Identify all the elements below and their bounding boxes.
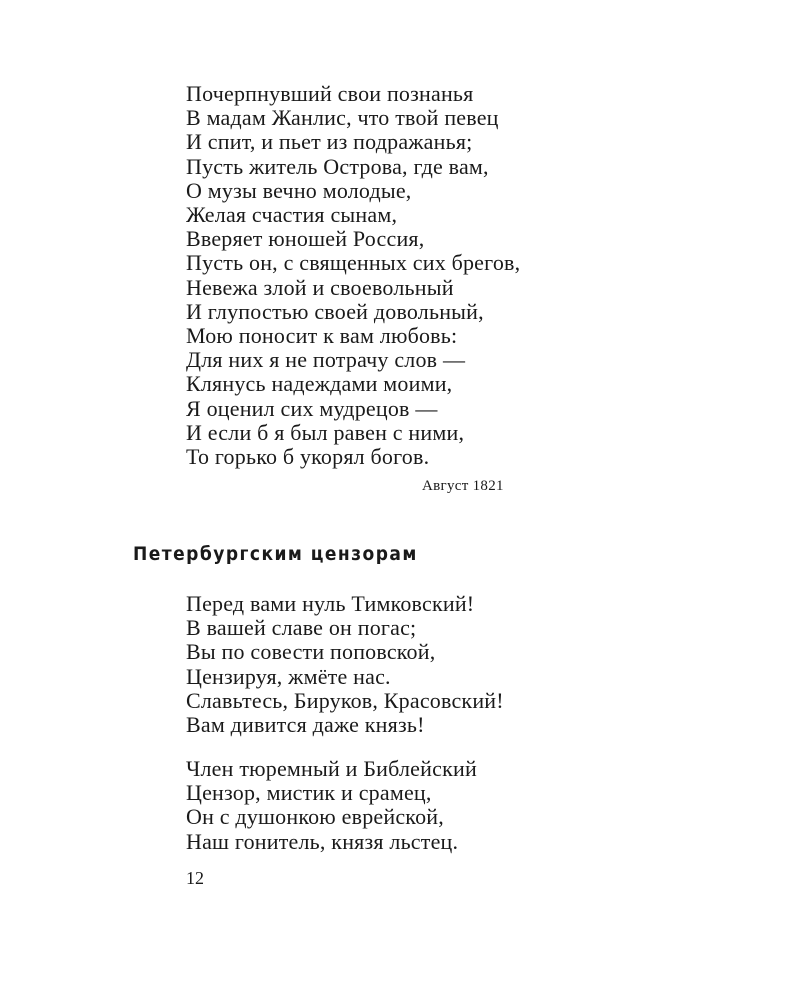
verse-line: Пусть житель Острова, где вам, (186, 153, 489, 179)
poem-date: Август 1821 (422, 478, 504, 494)
verse-line: Цензор, мистик и срамец, (186, 780, 432, 806)
verse-line: Почерпнувший свои познанья (186, 81, 474, 106)
verse-line: Вы по совести поповской, (186, 639, 436, 665)
page-number: 12 (186, 868, 204, 888)
verse-line: Он с душонкою еврейской, (186, 804, 444, 830)
verse-line: Вам дивится даже князь! (186, 712, 425, 738)
verse-line: Мою поносит к вам любовь: (186, 323, 458, 349)
verse-line: Клянусь надеждами моими, (186, 371, 453, 397)
verse-line: И если б я был равен с ними, (186, 419, 465, 445)
poem-verse-block (186, 82, 520, 469)
verse-line: Славьтесь, Бируков, Красовский! (186, 687, 504, 713)
verse-line: Пусть он, с священных сих брегов, (186, 250, 521, 276)
poem-stanza (186, 757, 477, 854)
verse-line: Наш гонитель, князя льстец. (186, 828, 459, 854)
verse-line: И спит, и пьет из подражанья; (186, 129, 473, 155)
verse-line: Я оценил сих мудрецов — (186, 395, 438, 421)
verse-line: Перед вами нуль Тимковский! (186, 591, 475, 616)
poem-title: Петербургским цензорам (133, 543, 418, 565)
verse-line: Невежа злой и своевольный (186, 274, 454, 300)
verse-line: В вашей славе он погас; (186, 615, 417, 641)
verse-line: В мадам Жанлис, что твой певец (186, 105, 499, 131)
verse-line: То горько б укорял богов. (186, 444, 430, 470)
verse-line: Член тюремный и Библейский (186, 756, 477, 781)
verse-line: Для них я не потрачу слов — (186, 347, 466, 373)
verse-line: О музы вечно молодые, (186, 177, 412, 203)
verse-line: Цензируя, жмёте нас. (186, 663, 391, 689)
verse-line: Желая счастия сынам, (186, 202, 398, 228)
verse-line: Вверяет юношей Россия, (186, 226, 425, 252)
poem-stanza (186, 592, 504, 737)
verse-line: И глупостью своей довольный, (186, 298, 484, 324)
